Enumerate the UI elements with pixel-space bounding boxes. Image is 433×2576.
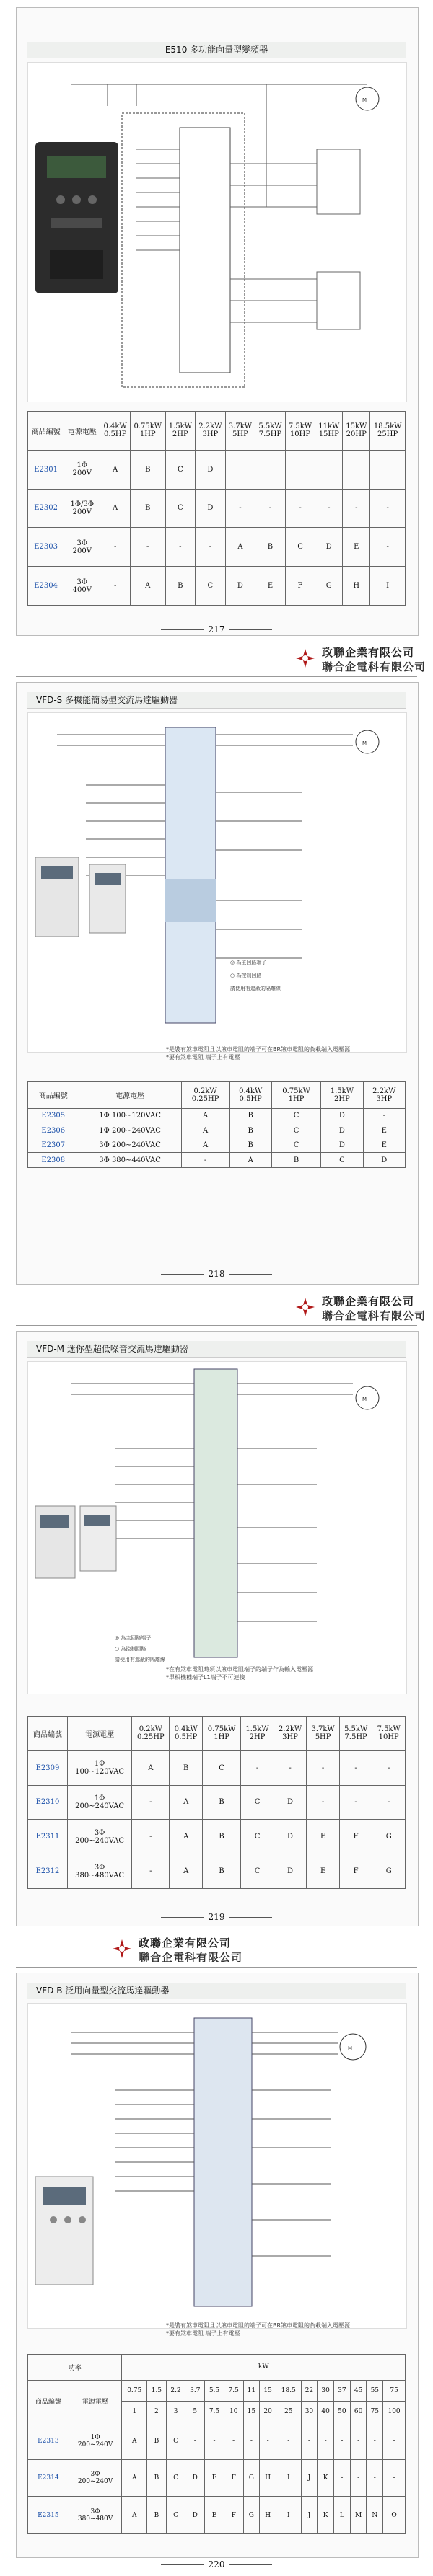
company-name: 政聯企業有限公司 xyxy=(322,1295,415,1308)
table-cell xyxy=(225,450,255,489)
voltage-cell: 3Φ 380~440VAC xyxy=(79,1153,181,1168)
table-cell: B xyxy=(202,1820,240,1854)
table-header-cell: 7.5kW 10HP xyxy=(372,1717,406,1751)
table-header-cell: 商品編號 xyxy=(28,2380,69,2422)
table-header-cell: 2.2kW 3HP xyxy=(274,1717,307,1751)
product-code-cell: E2312 xyxy=(28,1854,68,1889)
table-header-cell: 0.75kW 1HP xyxy=(130,412,165,451)
hp-cell: 40 xyxy=(318,2402,334,2422)
product-title: VFD-S 多機能簡易型交流馬達驅動器 xyxy=(27,692,406,709)
table-row xyxy=(28,567,406,606)
table-cell: C xyxy=(202,1750,240,1785)
table-cell: B xyxy=(202,1854,240,1889)
table-cell: I xyxy=(370,567,406,606)
voltage-cell: 1Φ 100~120VAC xyxy=(79,1108,181,1123)
table-cell: A xyxy=(181,1108,229,1123)
table-cell: B xyxy=(255,528,286,567)
table-cell: A xyxy=(100,450,131,489)
table-cell: - xyxy=(343,489,370,528)
table-cell: - xyxy=(383,2459,406,2497)
table-cell: A xyxy=(130,567,165,606)
voltage-cell: 3Φ 200~240VAC xyxy=(79,1138,181,1153)
product-code-cell: E2306 xyxy=(28,1123,79,1138)
table-header-cell: 0.4kW 0.5HP xyxy=(170,1717,203,1751)
table-header-cell: 1.5kW 2HP xyxy=(321,1082,363,1109)
table-cell: H xyxy=(260,2497,276,2534)
table-cell: - xyxy=(334,2422,351,2460)
table-cell xyxy=(343,450,370,489)
hp-cell: 50 xyxy=(334,2402,351,2422)
kw-cell: 11 xyxy=(243,2380,260,2401)
table-header-cell: 1.5kW 2HP xyxy=(165,412,196,451)
svg-text:M: M xyxy=(362,97,367,103)
kw-cell: 18.5 xyxy=(276,2380,301,2401)
table-header-row xyxy=(28,1717,406,1751)
table-cell xyxy=(370,450,406,489)
wiring-diagram-svg xyxy=(28,1362,406,1694)
table-row xyxy=(28,489,406,528)
table-header-cell: 2.2kW 3HP xyxy=(363,1082,405,1109)
table-cell: A xyxy=(170,1854,203,1889)
wiring-note: *是裝有煞車電阻且以煞車電阻的端子可在BR煞車電阻的負載端入電壓源 *要有煞車電阻 端子上有電壓 xyxy=(166,2322,351,2337)
table-cell: E xyxy=(255,567,286,606)
table-cell: F xyxy=(339,1820,372,1854)
table-cell: - xyxy=(367,2459,383,2497)
product-code-cell: E2313 xyxy=(28,2422,69,2460)
table-cell: C xyxy=(271,1138,320,1153)
table-cell: - xyxy=(224,2422,243,2460)
kw-cell: 37 xyxy=(334,2380,351,2401)
table-cell: B xyxy=(202,1785,240,1820)
hp-cell: 60 xyxy=(350,2402,367,2422)
table-header-cell: 3.7kW 5HP xyxy=(307,1717,340,1751)
voltage-cell: 1Φ 200~240VAC xyxy=(68,1785,132,1820)
product-title: VFD-M 迷你型超低噪音交流馬達驅動器 xyxy=(27,1341,406,1358)
table-cell: B xyxy=(147,2459,167,2497)
table-row xyxy=(28,1123,406,1138)
company-name: 政聯企業有限公司 xyxy=(322,646,415,659)
table-cell: - xyxy=(285,489,315,528)
legend-item: 請使用有遮蔽的隔離線 xyxy=(115,1657,165,1663)
table-cell: - xyxy=(132,1820,170,1854)
table-cell: - xyxy=(370,528,406,567)
table-cell: - xyxy=(100,567,131,606)
page-number: 220 xyxy=(0,2559,433,2570)
table-cell: D xyxy=(274,1854,307,1889)
table-cell: C xyxy=(285,528,315,567)
voltage-cell: 3Φ 200V xyxy=(64,528,100,567)
company-name-alt: 聯合企電科有限公司 xyxy=(139,1951,243,1964)
hp-cell: 100 xyxy=(383,2402,406,2422)
table-cell: N xyxy=(367,2497,383,2534)
table-cell: D xyxy=(321,1123,363,1138)
table-cell: G xyxy=(372,1820,406,1854)
table-cell: B xyxy=(170,1750,203,1785)
kw-cell: 7.5 xyxy=(224,2380,243,2401)
table-cell: O xyxy=(383,2497,406,2534)
table-cell: G xyxy=(243,2497,260,2534)
table-header-cell: 0.75kW 1HP xyxy=(202,1717,240,1751)
table-cell: A xyxy=(225,528,255,567)
product-code-cell: E2307 xyxy=(28,1138,79,1153)
table-cell: A xyxy=(181,1123,229,1138)
kw-cell: 5.5 xyxy=(205,2380,224,2401)
table-header-cell: 電源電壓 xyxy=(68,1717,132,1751)
company-name-alt: 聯合企電科有限公司 xyxy=(322,660,427,673)
table-cell: C xyxy=(321,1153,363,1168)
table-cell: - xyxy=(339,1785,372,1820)
page-header xyxy=(0,642,433,682)
table-cell: E xyxy=(205,2497,224,2534)
product-title: VFD-B 泛用向量型交流馬達驅動器 xyxy=(27,1983,406,1999)
voltage-cell: 1Φ 200~240VAC xyxy=(79,1123,181,1138)
catalog-page-vfd-m xyxy=(0,1291,433,1932)
table-cell: B xyxy=(271,1153,320,1168)
table-header-cell: 電源電壓 xyxy=(79,1082,181,1109)
table-header-cell: 0.2kW 0.25HP xyxy=(181,1082,229,1109)
page-number: 217 xyxy=(0,624,433,634)
hp-cell: 30 xyxy=(301,2402,318,2422)
company-logo-icon xyxy=(294,1296,316,1318)
table-cell: C xyxy=(166,2422,185,2460)
table-cell: A xyxy=(229,1153,271,1168)
product-code-cell: E2308 xyxy=(28,1153,79,1168)
table-header-cell: 電源電壓 xyxy=(64,412,100,451)
table-cell: K xyxy=(318,2459,334,2497)
table-cell: D xyxy=(363,1153,405,1168)
table-cell: C xyxy=(241,1854,274,1889)
legend-item: ◎ 為主回路端子 xyxy=(115,1635,152,1641)
table-cell: - xyxy=(255,489,286,528)
table-cell: A xyxy=(170,1785,203,1820)
table-cell: F xyxy=(285,567,315,606)
table-header-cell: 電源電壓 xyxy=(69,2380,122,2422)
kw-cell: 15 xyxy=(260,2380,276,2401)
product-code-cell: E2314 xyxy=(28,2459,69,2497)
table-cell: - xyxy=(383,2422,406,2460)
product-code-cell: E2309 xyxy=(28,1750,68,1785)
table-cell: F xyxy=(224,2497,243,2534)
spec-table xyxy=(27,2354,406,2534)
svg-text:M: M xyxy=(362,1397,367,1402)
product-code-cell: E2315 xyxy=(28,2497,69,2534)
table-cell: - xyxy=(205,2422,224,2460)
svg-text:M: M xyxy=(362,740,367,746)
hp-cell: 2 xyxy=(147,2402,167,2422)
table-cell: L xyxy=(334,2497,351,2534)
product-code-cell: E2304 xyxy=(28,567,64,606)
table-cell: A xyxy=(122,2422,147,2460)
table-cell: E xyxy=(307,1820,340,1854)
table-cell xyxy=(315,450,343,489)
product-title: E510 多功能向量型變頻器 xyxy=(27,42,406,58)
table-cell: A xyxy=(122,2459,147,2497)
table-header-cell: 1.5kW 2HP xyxy=(241,1717,274,1751)
table-header-cell: 3.7kW 5HP xyxy=(225,412,255,451)
table-cell: B xyxy=(147,2422,167,2460)
company-name-alt: 聯合企電科有限公司 xyxy=(322,1309,427,1322)
table-cell: C xyxy=(166,2497,185,2534)
table-cell: D xyxy=(321,1108,363,1123)
table-cell: G xyxy=(315,567,343,606)
table-row xyxy=(28,1138,406,1153)
voltage-cell: 3Φ 200~240VAC xyxy=(68,1820,132,1854)
table-cell: - xyxy=(372,1750,406,1785)
catalog-page-vfd-s xyxy=(0,642,433,1291)
table-header-cell: 7.5kW 10HP xyxy=(285,412,315,451)
table-cell: C xyxy=(196,567,226,606)
wiring-diagram xyxy=(27,1361,407,1694)
table-cell: C xyxy=(165,450,196,489)
table-cell: D xyxy=(196,489,226,528)
table-cell: A xyxy=(100,489,131,528)
wiring-diagram xyxy=(27,712,407,1053)
spec-table xyxy=(27,411,406,606)
product-code-cell: E2302 xyxy=(28,489,64,528)
table-cell: F xyxy=(224,2459,243,2497)
table-header-cell: 11kW 15HP xyxy=(315,412,343,451)
hp-cell: 75 xyxy=(367,2402,383,2422)
page-header xyxy=(0,1932,433,1973)
table-cell: - xyxy=(370,489,406,528)
wiring-diagram-svg xyxy=(28,63,406,402)
page-number: 218 xyxy=(0,1269,433,1279)
table-header-row xyxy=(28,1082,406,1109)
table-cell: F xyxy=(339,1854,372,1889)
table-row xyxy=(28,1785,406,1820)
wiring-diagram xyxy=(27,2003,407,2329)
table-cell: - xyxy=(372,1785,406,1820)
table-cell: I xyxy=(276,2459,301,2497)
table-row xyxy=(28,528,406,567)
voltage-cell: 3Φ 200~240V xyxy=(69,2459,122,2497)
power-label-cell: 功率 xyxy=(28,2355,122,2381)
voltage-cell: 3Φ 380~480V xyxy=(69,2497,122,2534)
table-cell: C xyxy=(271,1108,320,1123)
wiring-diagram xyxy=(27,62,407,402)
table-header-cell: 18.5kW 25HP xyxy=(370,412,406,451)
table-cell: A xyxy=(170,1820,203,1854)
kw-cell: 45 xyxy=(350,2380,367,2401)
table-cell: - xyxy=(367,2422,383,2460)
table-row xyxy=(28,1108,406,1123)
table-cell: E xyxy=(205,2459,224,2497)
product-code-cell: E2310 xyxy=(28,1785,68,1820)
table-cell: - xyxy=(132,1854,170,1889)
table-cell: B xyxy=(229,1108,271,1123)
table-cell: D xyxy=(274,1820,307,1854)
table-cell: D xyxy=(225,567,255,606)
table-header-cell: 商品編號 xyxy=(28,1717,68,1751)
voltage-cell: 1Φ/3Φ 200V xyxy=(64,489,100,528)
kw-cell: 0.75 xyxy=(122,2380,147,2401)
table-cell: M xyxy=(350,2497,367,2534)
table-cell: B xyxy=(147,2497,167,2534)
voltage-cell: 1Φ 200~240V xyxy=(69,2422,122,2460)
table-row xyxy=(28,1153,406,1168)
table-cell: - xyxy=(185,2422,205,2460)
table-cell: C xyxy=(241,1785,274,1820)
kw-cell: 22 xyxy=(301,2380,318,2401)
table-cell: D xyxy=(185,2497,205,2534)
company-logo-icon xyxy=(111,1938,133,1960)
table-cell: E xyxy=(307,1854,340,1889)
voltage-cell: 3Φ 400V xyxy=(64,567,100,606)
table-cell: C xyxy=(166,2459,185,2497)
company-logo-icon xyxy=(294,647,316,669)
table-cell: - xyxy=(350,2459,367,2497)
page-number: 219 xyxy=(0,1912,433,1922)
table-cell: B xyxy=(229,1138,271,1153)
table-header-cell: 0.2kW 0.25HP xyxy=(132,1717,170,1751)
product-code-cell: E2301 xyxy=(28,450,64,489)
table-cell: - xyxy=(318,2422,334,2460)
table-cell: K xyxy=(318,2497,334,2534)
table-cell: - xyxy=(260,2422,276,2460)
legend-item: ○ 為控制回路 xyxy=(115,1646,146,1652)
table-cell: D xyxy=(315,528,343,567)
table-header-row xyxy=(28,2380,406,2401)
table-cell: - xyxy=(315,489,343,528)
kw-cell: 55 xyxy=(367,2380,383,2401)
kw-cell: 30 xyxy=(318,2380,334,2401)
table-cell: A xyxy=(132,1750,170,1785)
legend-item: 請使用有遮蔽的隔離線 xyxy=(230,986,281,991)
table-cell: J xyxy=(301,2497,318,2534)
table-header-cell: 商品編號 xyxy=(28,1082,79,1109)
table-cell: D xyxy=(274,1785,307,1820)
spec-table xyxy=(27,1716,406,1889)
table-header-cell: 0.75kW 1HP xyxy=(271,1082,320,1109)
wiring-note: *在有煞車電阻時須以煞車電阻端子的端子作為輸入電壓源 *單相機種端子L1端子不可連接 xyxy=(166,1666,313,1681)
table-cell: - xyxy=(165,528,196,567)
table-header-cell: 商品編號 xyxy=(28,412,64,451)
table-cell: - xyxy=(301,2422,318,2460)
table-header-cell: 15kW 20HP xyxy=(343,412,370,451)
kw-cell: 75 xyxy=(383,2380,406,2401)
table-cell xyxy=(285,450,315,489)
legend-item: ◎ 為主回路端子 xyxy=(230,960,267,965)
table-cell: E xyxy=(343,528,370,567)
table-cell: - xyxy=(130,528,165,567)
table-cell: - xyxy=(276,2422,301,2460)
table-cell: D xyxy=(321,1138,363,1153)
kw-cell: 3.7 xyxy=(185,2380,205,2401)
table-header-cell: 5.5kW 7.5HP xyxy=(255,412,286,451)
table-row xyxy=(28,2422,406,2460)
table-cell: H xyxy=(260,2459,276,2497)
hp-cell: 10 xyxy=(224,2402,243,2422)
voltage-cell: 1Φ 100~120VAC xyxy=(68,1750,132,1785)
table-cell: G xyxy=(372,1854,406,1889)
table-header-cell: 0.4kW 0.5HP xyxy=(229,1082,271,1109)
table-cell: - xyxy=(100,528,131,567)
table-row xyxy=(28,1854,406,1889)
table-row xyxy=(28,1750,406,1785)
catalog-page-e510 xyxy=(0,0,433,642)
hp-cell: 15 xyxy=(243,2402,260,2422)
table-cell: - xyxy=(307,1785,340,1820)
table-cell: C xyxy=(165,489,196,528)
page-header xyxy=(0,1291,433,1331)
table-cell: - xyxy=(350,2422,367,2460)
table-cell: I xyxy=(276,2497,301,2534)
kw-cell: 2.2 xyxy=(166,2380,185,2401)
table-header-row xyxy=(28,412,406,451)
product-code-cell: E2305 xyxy=(28,1108,79,1123)
table-cell: E xyxy=(363,1123,405,1138)
table-cell: G xyxy=(243,2459,260,2497)
table-row xyxy=(28,450,406,489)
table-header-cell: 2.2kW 3HP xyxy=(196,412,226,451)
hp-cell: 1 xyxy=(122,2402,147,2422)
table-cell: H xyxy=(343,567,370,606)
hp-cell: 20 xyxy=(260,2402,276,2422)
table-cell: - xyxy=(307,1750,340,1785)
table-cell: - xyxy=(225,489,255,528)
table-cell: B xyxy=(130,489,165,528)
table-cell: - xyxy=(196,528,226,567)
table-cell xyxy=(255,450,286,489)
wiring-diagram-svg xyxy=(28,2004,406,2328)
table-cell: B xyxy=(130,450,165,489)
company-name: 政聯企業有限公司 xyxy=(139,1937,232,1949)
table-cell: B xyxy=(165,567,196,606)
legend-item: ○ 為控制回路 xyxy=(230,973,262,978)
table-cell: C xyxy=(271,1123,320,1138)
wiring-note: *是裝有煞車電阻且以煞車電阻的端子可在BR煞車電阻的負載端入電壓源 *要有煞車電阻 端子上有電壓 xyxy=(166,1046,351,1061)
kw-cell: 1.5 xyxy=(147,2380,167,2401)
svg-text:M: M xyxy=(348,2045,353,2051)
product-code-cell: E2303 xyxy=(28,528,64,567)
table-cell: E xyxy=(363,1138,405,1153)
hp-cell: 7.5 xyxy=(205,2402,224,2422)
table-cell: - xyxy=(243,2422,260,2460)
kw-label-cell: kW xyxy=(122,2355,406,2381)
table-cell: D xyxy=(196,450,226,489)
voltage-cell: 3Φ 380~480VAC xyxy=(68,1854,132,1889)
table-cell: - xyxy=(334,2459,351,2497)
table-cell: J xyxy=(301,2459,318,2497)
catalog-page-vfd-b xyxy=(0,1932,433,2576)
table-cell: B xyxy=(229,1123,271,1138)
table-cell: - xyxy=(339,1750,372,1785)
table-header-row xyxy=(28,2355,406,2381)
table-row xyxy=(28,1820,406,1854)
wiring-diagram-svg xyxy=(28,713,406,1052)
table-row xyxy=(28,2497,406,2534)
hp-cell: 3 xyxy=(166,2402,185,2422)
hp-cell: 25 xyxy=(276,2402,301,2422)
table-cell: - xyxy=(132,1785,170,1820)
table-cell: - xyxy=(181,1153,229,1168)
product-code-cell: E2311 xyxy=(28,1820,68,1854)
voltage-cell: 1Φ 200V xyxy=(64,450,100,489)
table-cell: C xyxy=(241,1820,274,1854)
table-cell: A xyxy=(181,1138,229,1153)
spec-table xyxy=(27,1081,406,1168)
table-cell: - xyxy=(241,1750,274,1785)
table-header-cell: 0.4kW 0.5HP xyxy=(100,412,131,451)
hp-cell: 5 xyxy=(185,2402,205,2422)
table-cell: A xyxy=(122,2497,147,2534)
table-cell: - xyxy=(274,1750,307,1785)
table-header-cell: 5.5kW 7.5HP xyxy=(339,1717,372,1751)
table-cell: - xyxy=(363,1108,405,1123)
table-row xyxy=(28,2459,406,2497)
table-cell: D xyxy=(185,2459,205,2497)
